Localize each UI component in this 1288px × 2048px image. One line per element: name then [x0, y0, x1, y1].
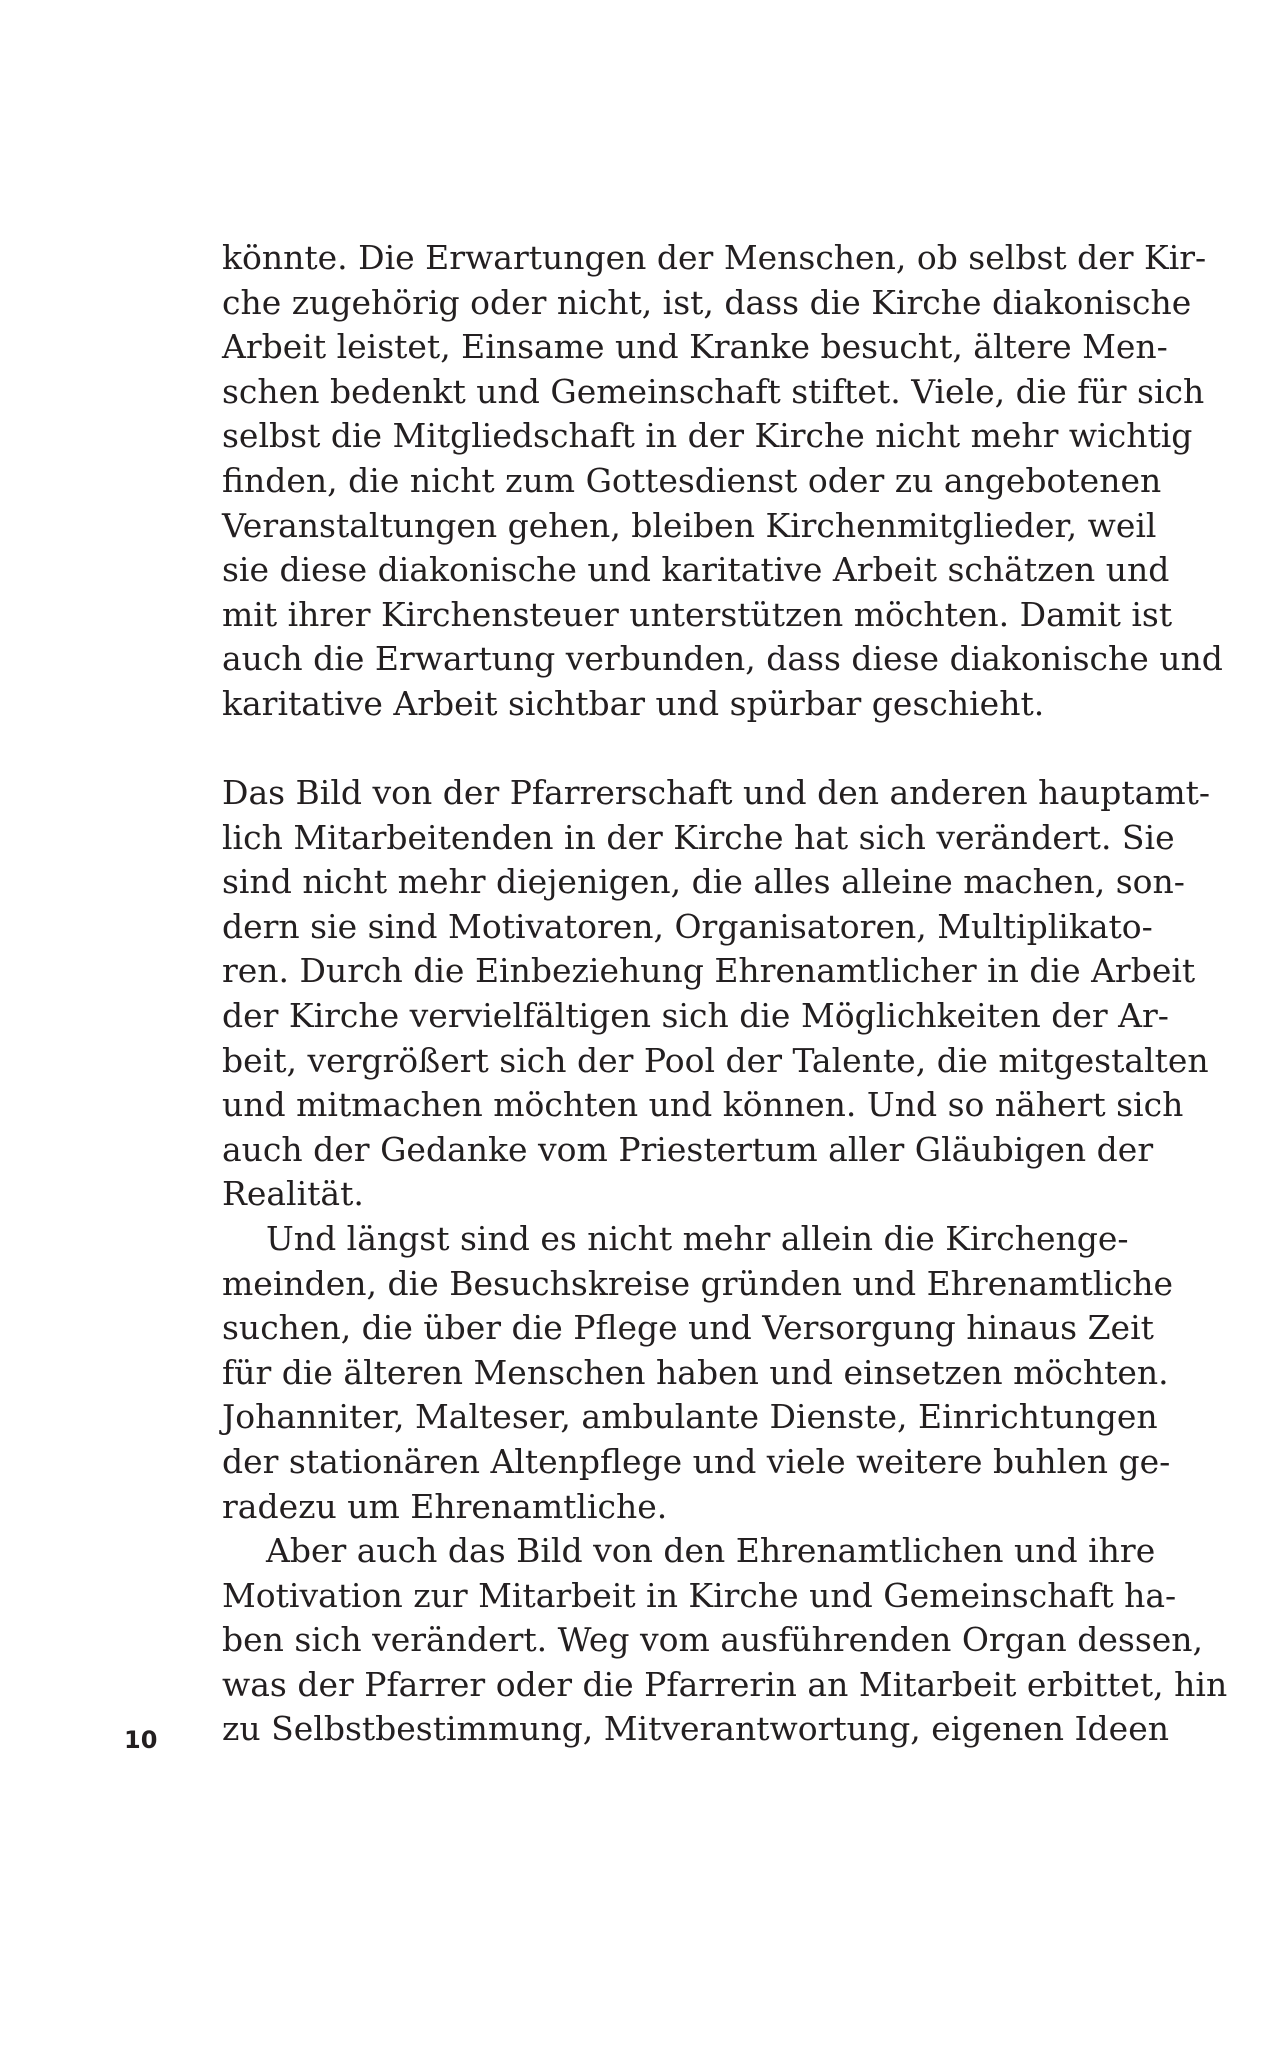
text-line: lich Mitarbeitenden in der Kirche hat sich verändert. Sie	[222, 817, 1175, 857]
text-line: Das Bild von der Pfarrerschaft und den anderen hauptamt-	[222, 773, 1211, 812]
text-block-2	[222, 771, 1228, 1752]
text-line: Realität.	[222, 1174, 364, 1214]
text-line: für die älteren Menschen haben und einsetzen möchten.	[222, 1352, 1169, 1392]
text-line: selbst die Mitgliedschaft in der Kirche nicht mehr wichtig	[222, 416, 1193, 456]
text-line: meinden, die Besuchskreise gründen und Ehrenamtliche	[222, 1263, 1174, 1303]
paragraph-2	[222, 771, 1211, 1217]
page-number: 10	[124, 1726, 158, 1754]
text-line: dern sie sind Motivatoren, Organisatoren, Multiplikato-	[222, 906, 1153, 946]
text-line: che zugehörig oder nicht, ist, dass die Kirche diakonische	[222, 282, 1192, 322]
paragraph-1	[222, 236, 1223, 727]
text-line: sie diese diakonische und karitative Arbeit schätzen und	[222, 550, 1170, 590]
paragraph-3	[222, 1217, 1174, 1529]
paragraph-4	[222, 1529, 1228, 1752]
text-line: schen bedenkt und Gemeinschaft stiftet. Viele, die für sich	[222, 371, 1205, 411]
text-line: ren. Durch die Einbeziehung Ehrenamtlicher in die Arbeit	[222, 951, 1196, 991]
text-line: Aber auch das Bild von den Ehrenamtlichen und ihre	[266, 1531, 1156, 1571]
text-line: auch der Gedanke vom Priestertum aller Gläubigen der	[222, 1129, 1154, 1169]
text-line: auch die Erwartung verbunden, dass diese diakonische und	[222, 639, 1223, 679]
text-line: Veranstaltungen gehen, bleiben Kirchenmitglieder, weil	[222, 505, 1157, 545]
text-line: beit, vergrößert sich der Pool der Talente, die mitgestalten	[222, 1040, 1209, 1080]
text-line: suchen, die über die Pflege und Versorgung hinaus Zeit	[222, 1308, 1154, 1348]
text-line: mit ihrer Kirchensteuer unterstützen möchten. Damit ist	[222, 594, 1173, 634]
text-line: Johanniter, Malteser, ambulante Dienste, Einrichtungen	[222, 1397, 1158, 1437]
text-line: was der Pfarrer oder die Pfarrerin an Mitarbeit erbittet, hin	[222, 1664, 1228, 1704]
text-line: karitative Arbeit sichtbar und spürbar geschieht.	[222, 683, 1045, 723]
text-line: finden, die nicht zum Gottesdienst oder zu angebotenen	[222, 460, 1162, 500]
text-line: der Kirche vervielfältigen sich die Möglichkeiten der Ar-	[222, 995, 1169, 1035]
text-line: zu Selbstbestimmung, Mitverantwortung, eigenen Ideen	[222, 1709, 1169, 1749]
text-block-1	[222, 236, 1223, 727]
text-line: Motivation zur Mitarbeit in Kirche und Gemeinschaft ha-	[222, 1575, 1177, 1615]
text-line: ben sich verändert. Weg vom ausführenden Organ dessen,	[222, 1620, 1204, 1660]
text-line: sind nicht mehr diejenigen, die alles alleine machen, son-	[222, 862, 1185, 902]
text-line: und mitmachen möchten und können. Und so nähert sich	[222, 1085, 1184, 1125]
text-line: Arbeit leistet, Einsame und Kranke besucht, ältere Men-	[222, 327, 1168, 367]
text-line: Und längst sind es nicht mehr allein die Kirchenge-	[266, 1218, 1129, 1258]
text-line: könnte. Die Erwartungen der Menschen, ob selbst der Kir-	[222, 238, 1207, 277]
text-line: radezu um Ehrenamtliche.	[222, 1486, 668, 1526]
text-line: der stationären Altenpflege und viele weitere buhlen ge-	[222, 1441, 1171, 1481]
